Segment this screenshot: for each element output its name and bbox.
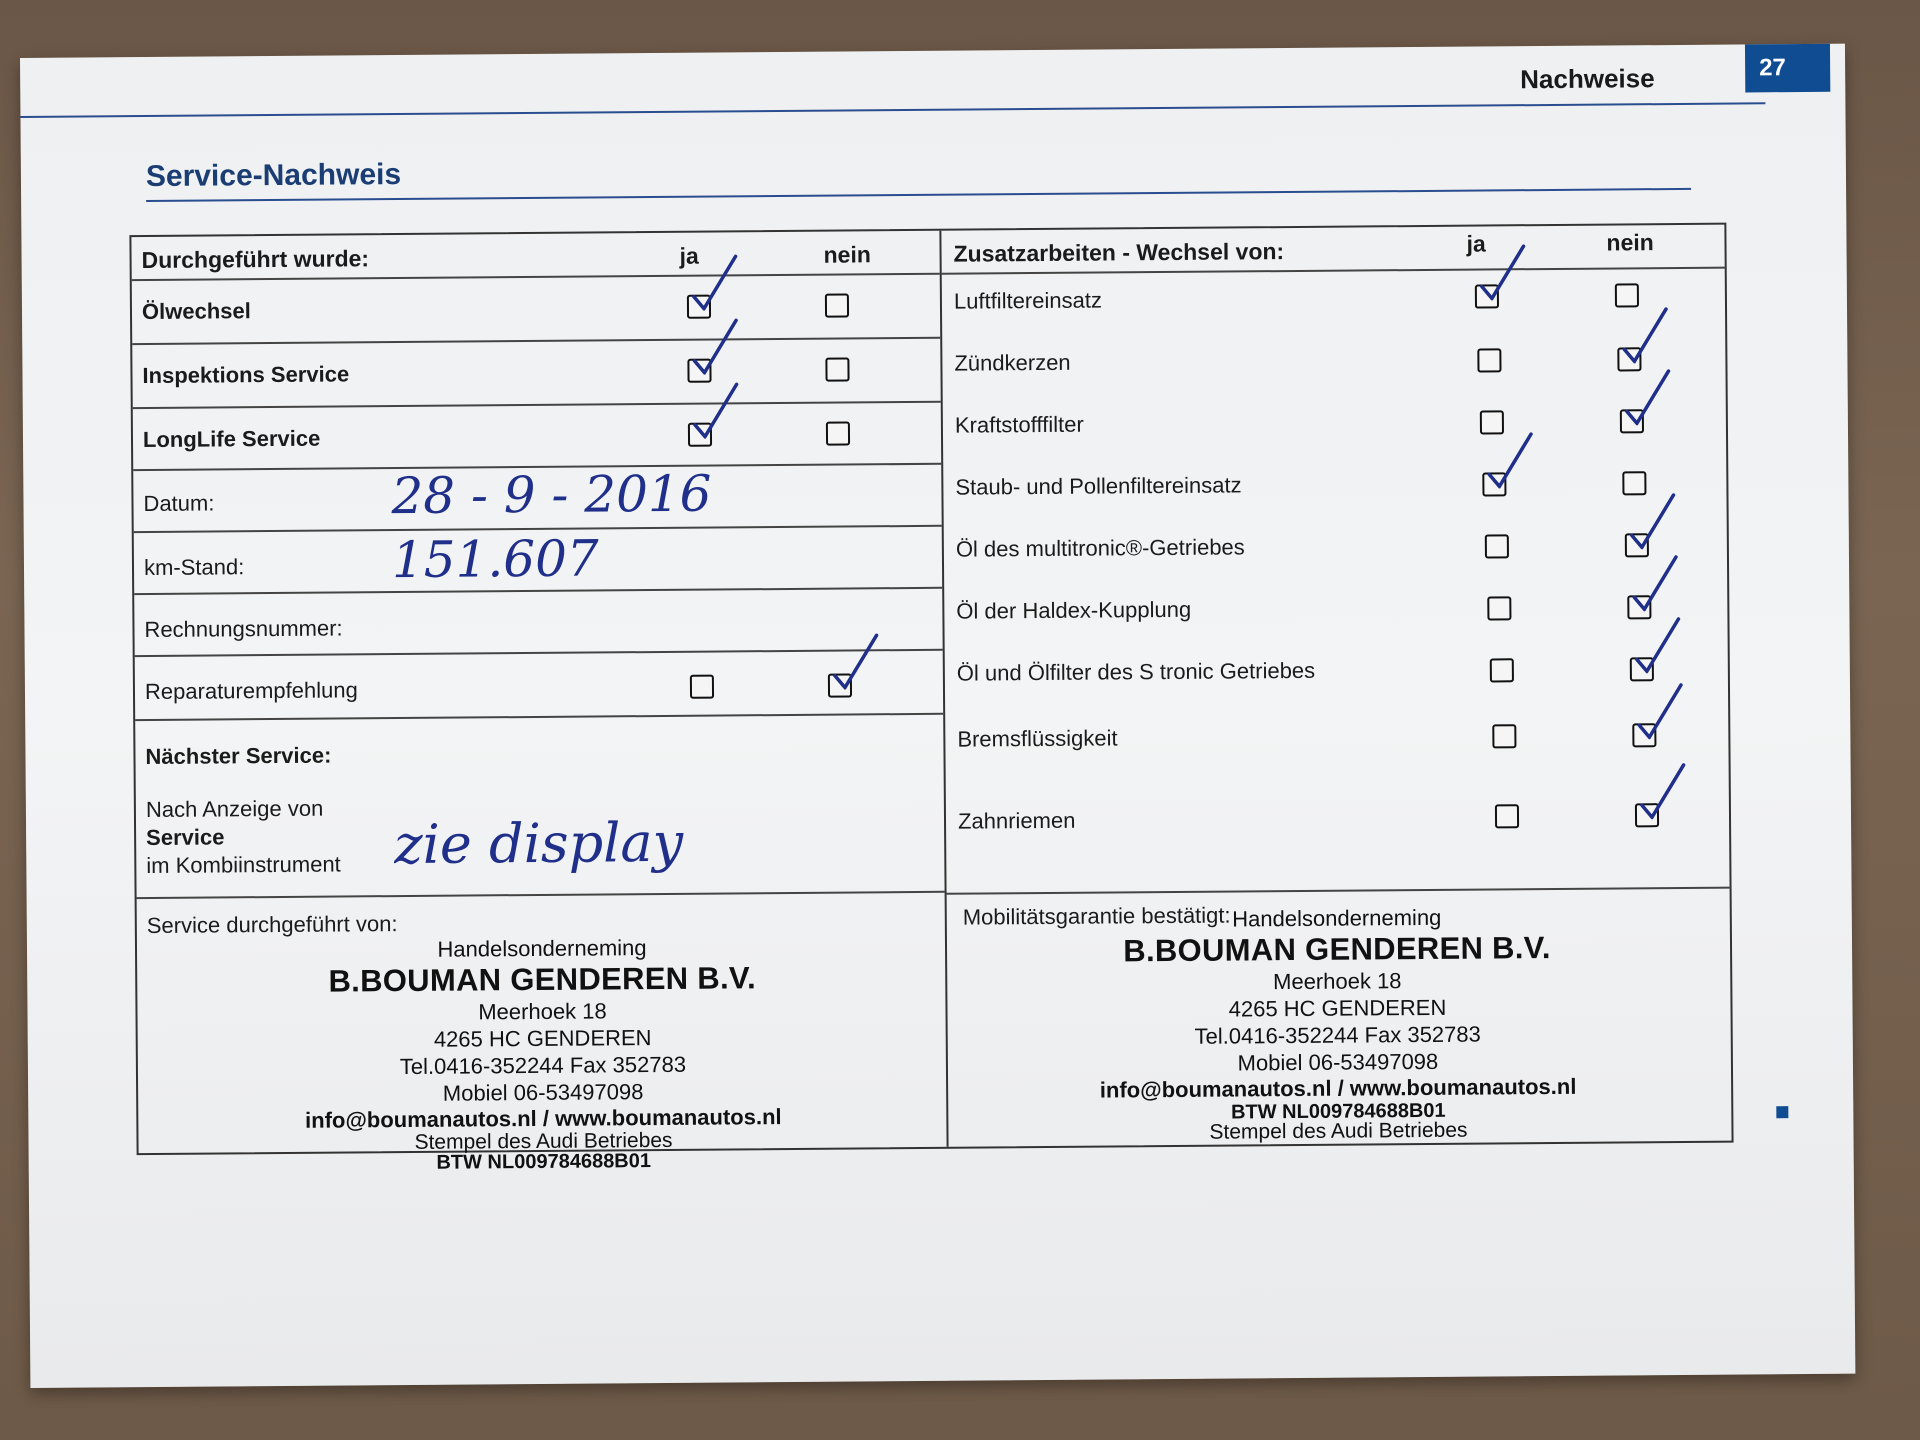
checkbox-longlife-nein[interactable] [826,421,850,445]
checkbox-inspektion-nein[interactable] [825,357,849,381]
checkbox-bremsfluessigkeit-nein[interactable] [1632,723,1656,747]
checkbox-reparatur-nein[interactable] [828,673,852,697]
row-divider [135,713,943,721]
row-label-stronic: Öl und Ölfilter des S tronic Getriebes [956,657,1316,686]
right-header-label: Zusatzarbeiten - Wechsel von: [953,238,1285,267]
row-label-inspektion: Inspektions Service [142,361,350,389]
row-divider [135,649,943,657]
stamp-line1: Handelsonderneming [437,935,647,962]
checkbox-luftfilter-ja[interactable] [1475,284,1499,308]
header-rule [20,102,1765,118]
row-divider [942,267,1727,275]
stamp-company: B.BOUMAN GENDEREN B.V. [1123,930,1551,969]
stamp-line1: Handelsonderneming [1232,904,1442,932]
dealer-stamp-left [267,934,819,1174]
checkbox-stronic-nein[interactable] [1630,657,1654,681]
row-label-bremsfluessigkeit: Bremsflüssigkeit [957,725,1118,752]
checkbox-oelwechsel-nein[interactable] [825,293,849,317]
stamp-phone: Tel.0416-352244 Fax 352783 [399,1051,687,1080]
mobilitaet-label: Mobilitätsgarantie bestätigt: [962,902,1231,930]
stamp-caption: Stempel des Audi Betriebes [1209,1118,1468,1144]
row-label-zuendkerzen: Zündkerzen [954,349,1071,376]
stamp-web: info@boumanautos.nl / www.boumanautos.nl [304,1104,782,1133]
checkbox-stronic-ja[interactable] [1490,658,1514,682]
row-label-oelwechsel: Ölwechsel [141,298,251,325]
row-label-kraftstofffilter: Kraftstofffilter [954,411,1084,438]
column-divider [939,231,948,1147]
right-header-ja: ja [1466,230,1486,257]
checkbox-zahnriemen-ja[interactable] [1495,804,1519,828]
row-label-luftfilter: Luftfiltereinsatz [953,287,1103,314]
service-record-form [129,223,1733,1174]
stamp-vat: BTW NL009784688B01 [436,1150,652,1174]
stamp-web: info@boumanautos.nl / www.boumanautos.nl [1099,1073,1577,1103]
checkbox-haldex-nein[interactable] [1627,595,1651,619]
reparatur-label: Reparaturempfehlung [144,677,358,705]
section-title: Service-Nachweis [145,158,402,194]
row-label-haldex: Öl der Haldex-Kupplung [956,596,1192,624]
checkbox-zuendkerzen-ja[interactable] [1477,348,1501,372]
checkbox-luftfilter-nein[interactable] [1615,283,1639,307]
left-header-ja: ja [679,242,699,269]
stamp-phone: Tel.0416-352244 Fax 352783 [1194,1021,1481,1049]
stamp-caption: Stempel des Audi Betriebes [414,1128,673,1154]
checkbox-multitronic-ja[interactable] [1485,534,1509,558]
stamp-mobile: Mobiel 06-53497098 [1237,1048,1439,1076]
checkbox-kraftstofffilter-nein[interactable] [1620,409,1644,433]
row-label-zahnriemen: Zahnriemen [957,807,1076,834]
anzeige-handwritten[interactable]: zie display [393,810,684,877]
km-label: km-Stand: [143,554,245,581]
right-header-nein: nein [1606,229,1654,256]
datum-value[interactable]: 28 - 9 - 2016 [391,464,712,526]
checkbox-zahnriemen-nein[interactable] [1635,803,1659,827]
datum-label: Datum: [143,490,215,517]
checkbox-bremsfluessigkeit-ja[interactable] [1492,724,1516,748]
stamp-vat: BTW NL009784688B01 [1230,1099,1446,1124]
stamp-mobile: Mobiel 06-53497098 [442,1079,644,1106]
service-by-label: Service durchgeführt von: [146,911,398,939]
checkbox-haldex-ja[interactable] [1487,596,1511,620]
checkbox-zuendkerzen-nein[interactable] [1617,347,1641,371]
row-divider [133,401,941,409]
stamp-street: Meerhoek 18 [1272,968,1402,995]
left-header-label: Durchgeführt wurde: [141,245,370,274]
end-marker [1776,1106,1788,1118]
rechnung-label: Rechnungsnummer: [144,615,343,643]
row-divider [947,887,1732,895]
left-header-nein: nein [823,241,871,268]
checkbox-longlife-ja[interactable] [688,423,712,447]
checkbox-reparatur-ja[interactable] [690,675,714,699]
checkbox-multitronic-nein[interactable] [1625,533,1649,557]
km-value[interactable]: 151.607 [391,529,599,590]
stamp-city: 4265 HC GENDEREN [1228,994,1447,1022]
stamp-company: B.BOUMAN GENDEREN B.V. [328,960,757,999]
checkbox-pollenfilter-nein[interactable] [1622,471,1646,495]
service-booklet-page [20,44,1855,1388]
anzeige-line3: im Kombiinstrument [146,851,341,879]
row-divider [132,273,940,281]
dealer-stamp-right [1047,903,1629,1144]
row-label-pollenfilter: Staub- und Pollenfiltereinsatz [955,472,1242,500]
checkbox-oelwechsel-ja[interactable] [687,295,711,319]
row-label-longlife: LongLife Service [142,425,321,453]
anzeige-line2: Service [146,824,225,851]
stamp-street: Meerhoek 18 [478,998,607,1025]
checkbox-kraftstofffilter-ja[interactable] [1480,410,1504,434]
row-label-multitronic: Öl des multitronic®-Getriebes [955,534,1245,562]
naechster-service-label: Nächster Service: [145,742,332,770]
chapter-title: Nachweise [1520,63,1655,95]
anzeige-line1: Nach Anzeige von [145,795,324,823]
page-number: 27 [1745,44,1830,93]
stamp-city: 4265 HC GENDEREN [433,1025,652,1052]
checkbox-pollenfilter-ja[interactable] [1482,472,1506,496]
row-divider [132,337,940,345]
checkbox-inspektion-ja[interactable] [687,359,711,383]
row-divider [137,891,945,899]
